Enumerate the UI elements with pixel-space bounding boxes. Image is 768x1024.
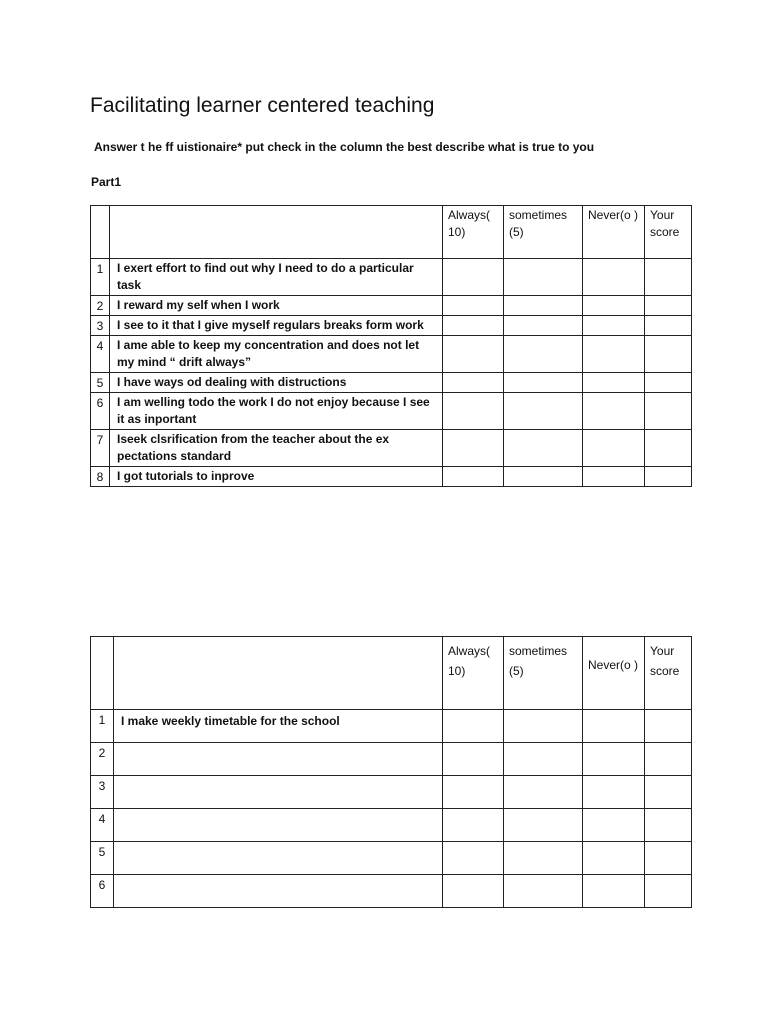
check-cell-never[interactable] xyxy=(583,259,645,296)
header-statement-cell xyxy=(114,637,443,710)
header-your-score: Your score xyxy=(645,206,692,259)
check-cell-never[interactable] xyxy=(583,316,645,336)
check-cell-sometimes[interactable] xyxy=(504,467,583,487)
table-header-row xyxy=(91,637,692,710)
check-cell-always[interactable] xyxy=(443,430,504,467)
row-number: 8 xyxy=(91,467,110,487)
check-cell-sometimes[interactable] xyxy=(504,296,583,316)
score-cell[interactable] xyxy=(645,875,692,908)
check-cell-never[interactable] xyxy=(583,430,645,467)
table-row xyxy=(91,743,692,776)
row-number: 5 xyxy=(91,373,110,393)
row-number: 2 xyxy=(91,743,114,776)
check-cell-always[interactable] xyxy=(443,875,504,908)
row-statement xyxy=(114,809,443,842)
check-cell-sometimes[interactable] xyxy=(504,842,583,875)
header-sometimes: sometimes (5) xyxy=(504,206,583,259)
row-statement xyxy=(114,743,443,776)
check-cell-sometimes[interactable] xyxy=(504,710,583,743)
table-row xyxy=(91,776,692,809)
row-statement: Iseek clsrification from the teacher about the ex pectations standard xyxy=(110,430,443,467)
part-label: Part1 xyxy=(91,175,122,189)
header-never: Never(o ) xyxy=(583,206,645,259)
row-number: 6 xyxy=(91,875,114,908)
check-cell-always[interactable] xyxy=(443,336,504,373)
check-cell-never[interactable] xyxy=(583,776,645,809)
check-cell-always[interactable] xyxy=(443,743,504,776)
row-number: 1 xyxy=(91,710,114,743)
score-cell[interactable] xyxy=(645,809,692,842)
check-cell-never[interactable] xyxy=(583,743,645,776)
check-cell-never[interactable] xyxy=(583,373,645,393)
row-statement xyxy=(114,776,443,809)
table-row xyxy=(91,259,692,296)
check-cell-sometimes[interactable] xyxy=(504,430,583,467)
row-statement: I have ways od dealing with distructions xyxy=(110,373,443,393)
row-statement xyxy=(114,875,443,908)
row-number: 1 xyxy=(91,259,110,296)
table-row xyxy=(91,809,692,842)
check-cell-sometimes[interactable] xyxy=(504,393,583,430)
table-row xyxy=(91,710,692,743)
score-cell[interactable] xyxy=(645,776,692,809)
score-cell[interactable] xyxy=(645,259,692,296)
header-number-cell xyxy=(91,206,110,259)
check-cell-sometimes[interactable] xyxy=(504,743,583,776)
check-cell-sometimes[interactable] xyxy=(504,316,583,336)
row-number: 3 xyxy=(91,316,110,336)
check-cell-sometimes[interactable] xyxy=(504,875,583,908)
check-cell-always[interactable] xyxy=(443,710,504,743)
score-cell[interactable] xyxy=(645,393,692,430)
table-row xyxy=(91,296,692,316)
row-statement: I ame able to keep my concentration and does not let my mind “ drift always” xyxy=(110,336,443,373)
instructions-text: Answer t he ff uistionaire* put check in the column the best describe what is true to you xyxy=(94,140,595,154)
table-row xyxy=(91,842,692,875)
row-number: 3 xyxy=(91,776,114,809)
check-cell-never[interactable] xyxy=(583,467,645,487)
header-never: Never(o ) xyxy=(583,637,645,710)
header-statement-cell xyxy=(110,206,443,259)
table-row xyxy=(91,393,692,430)
row-statement: I am welling todo the work I do not enjoy because I see it as inportant xyxy=(110,393,443,430)
header-always: Always( 10) xyxy=(443,206,504,259)
table-row xyxy=(91,373,692,393)
header-number-cell xyxy=(91,637,114,710)
questionnaire-table-part1 xyxy=(90,205,692,487)
check-cell-sometimes[interactable] xyxy=(504,809,583,842)
table-row xyxy=(91,875,692,908)
header-always: Always( 10) xyxy=(443,637,504,710)
score-cell[interactable] xyxy=(645,710,692,743)
header-your-score: Your score xyxy=(645,637,692,710)
score-cell[interactable] xyxy=(645,467,692,487)
row-statement: I make weekly timetable for the school xyxy=(114,710,443,743)
check-cell-always[interactable] xyxy=(443,296,504,316)
score-cell[interactable] xyxy=(645,336,692,373)
header-sometimes: sometimes (5) xyxy=(504,637,583,710)
check-cell-never[interactable] xyxy=(583,842,645,875)
check-cell-always[interactable] xyxy=(443,373,504,393)
row-number: 5 xyxy=(91,842,114,875)
score-cell[interactable] xyxy=(645,430,692,467)
table-row xyxy=(91,336,692,373)
check-cell-always[interactable] xyxy=(443,842,504,875)
check-cell-never[interactable] xyxy=(583,710,645,743)
table-row xyxy=(91,430,692,467)
row-statement: I reward my self when I work xyxy=(110,296,443,316)
score-cell[interactable] xyxy=(645,842,692,875)
row-statement: I see to it that I give myself regulars breaks form work xyxy=(110,316,443,336)
row-statement: I exert effort to find out why I need to do a particular task xyxy=(110,259,443,296)
check-cell-always[interactable] xyxy=(443,393,504,430)
check-cell-always[interactable] xyxy=(443,776,504,809)
table-row xyxy=(91,467,692,487)
score-cell[interactable] xyxy=(645,316,692,336)
check-cell-never[interactable] xyxy=(583,296,645,316)
row-number: 4 xyxy=(91,809,114,842)
row-number: 2 xyxy=(91,296,110,316)
row-statement: I got tutorials to inprove xyxy=(110,467,443,487)
check-cell-never[interactable] xyxy=(583,393,645,430)
check-cell-always[interactable] xyxy=(443,809,504,842)
check-cell-sometimes[interactable] xyxy=(504,336,583,373)
table-header-row xyxy=(91,206,692,259)
check-cell-sometimes[interactable] xyxy=(504,776,583,809)
check-cell-always[interactable] xyxy=(443,467,504,487)
row-number: 7 xyxy=(91,430,110,467)
table-row xyxy=(91,316,692,336)
check-cell-sometimes[interactable] xyxy=(504,373,583,393)
score-cell[interactable] xyxy=(645,373,692,393)
score-cell[interactable] xyxy=(645,743,692,776)
page-title: Facilitating learner centered teaching xyxy=(90,94,435,117)
check-cell-always[interactable] xyxy=(443,316,504,336)
check-cell-always[interactable] xyxy=(443,259,504,296)
row-number: 6 xyxy=(91,393,110,430)
check-cell-never[interactable] xyxy=(583,809,645,842)
row-statement xyxy=(114,842,443,875)
questionnaire-table-2 xyxy=(90,636,692,908)
row-number: 4 xyxy=(91,336,110,373)
check-cell-never[interactable] xyxy=(583,336,645,373)
check-cell-sometimes[interactable] xyxy=(504,259,583,296)
check-cell-never[interactable] xyxy=(583,875,645,908)
score-cell[interactable] xyxy=(645,296,692,316)
